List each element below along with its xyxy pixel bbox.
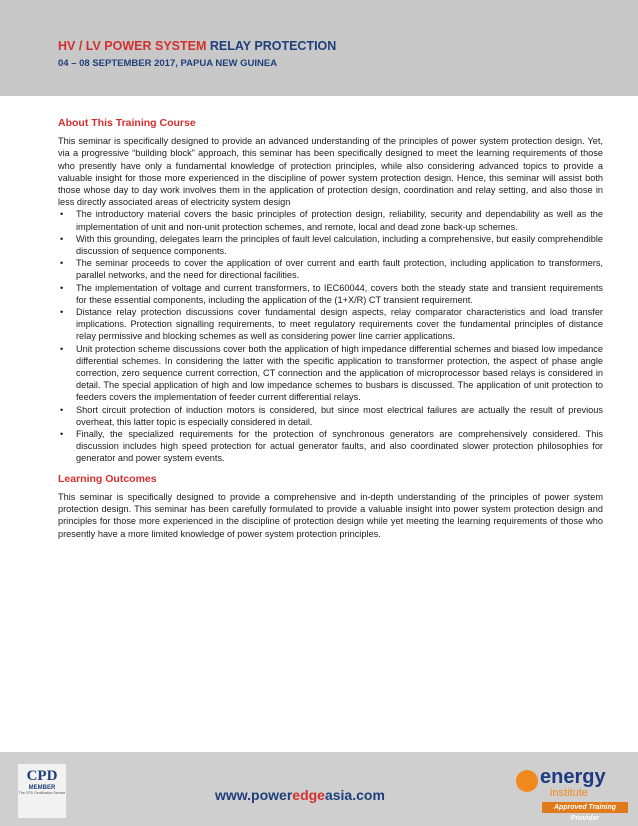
website-prefix: www.power	[215, 787, 293, 803]
course-title	[58, 39, 336, 53]
energy-institute-name: energy	[540, 766, 606, 788]
bullet-text: The seminar proceeds to cover the application of over current and earth fault protection, including application to transformers, parallel networks, and the need for directional facilities.	[76, 258, 603, 281]
bullet-text: The implementation of voltage and current transformers, to IEC60044, covers both the steady state and transient requirements for these essential components, including the application of the (1+X/R) CT transient requirement.	[76, 282, 603, 305]
approved-training-provider-badge: Approved Training Provider	[542, 802, 628, 813]
main-content	[58, 117, 603, 540]
bullet-text: Distance relay protection discussions cover fundamental design aspects, relay comparator characteristics and load transfer implications. Protection signalling requirements, to meet regulatory requirements cover the fundamental principles of distance relay permissive and blocking schemes as well as considering power line carrier applications.	[76, 307, 603, 342]
bullet-item	[58, 306, 603, 343]
bullet-item	[58, 282, 603, 306]
about-intro: This seminar is specifically designed to provide an advanced understanding of the principles of power system protection design. Yet, via a progressive “building block” approach, this seminar has been specifically designed to meet the learning requirements of those who presently have only a fundamental knowledge of protection principles, while also considering advanced topics to provide a valuable insight for those more experienced in the discipline of power system protection design. Hence, this seminar will assist both those whose day to day work involves them in the application of protection design, coordination and relay setting, and also those in less directly associated areas of electricity system design	[58, 136, 603, 208]
energy-institute-sub: institute	[550, 787, 588, 799]
website-highlight: edge	[292, 787, 325, 803]
bullet-text: Short circuit protection of induction motors is considered, but since most electrical failures are actually the result of previous overheat, this latter topic is especially considered in detail.	[76, 404, 603, 427]
bullet-text: Unit protection scheme discussions cover both the application of high impedance differential schemes and biased low impedance differential schemes. In considering the latter with the specific application to transformer protection, the aspect of phase angle correction, zero sequence current correction, CT connection and the application of microprocessor based relays is considered in detail. The special application of high and low impedance schemes to busbars is discussed. The application of unit protection to feeders covers the implementation of feeder current differential relays.	[76, 343, 603, 403]
learning-outcomes-heading: Learning Outcomes	[58, 472, 157, 485]
website-link[interactable]	[215, 787, 385, 803]
bullet-marker: •	[60, 429, 64, 440]
learning-outcomes-text: This seminar is specifically designed to provide a comprehensive and in-depth understanding of the principles of power system protection design. This seminar has been carefully formulated to provide a valuable insight into power system protection design and principles for those more experienced in the discipline of protection design while yet meeting the learning requirements of those who presently have a more limited knowledge of power system protection principles.	[58, 491, 603, 539]
bullet-item	[58, 428, 603, 465]
about-bullet-list	[58, 208, 603, 464]
bullet-text: Finally, the specialized requirements for the protection of synchronous generators are comprehensively considered. This discussion includes high speed protection for actual generator faults, and also coordinated slower protection philosophies for generator and power system events.	[76, 429, 603, 464]
bullet-item	[58, 233, 603, 257]
energy-institute-logo	[512, 764, 628, 820]
bullet-marker: •	[60, 307, 64, 318]
website-suffix: asia.com	[324, 787, 385, 803]
cpd-member-logo	[18, 764, 66, 818]
bullet-marker: •	[60, 209, 64, 220]
bullet-text: The introductory material covers the basic principles of protection design, reliability, security and dependability as well as the implementation of unit and non-unit protection schemes, and remote, local and dead zone back-up schemes.	[76, 209, 603, 232]
bullet-item	[58, 208, 603, 232]
bullet-marker: •	[60, 282, 64, 293]
bullet-marker: •	[60, 233, 64, 244]
bullet-item	[58, 257, 603, 281]
bullet-marker: •	[60, 343, 64, 354]
course-title-rest: RELAY PROTECTION	[209, 39, 337, 53]
course-title-highlight: HV / LV POWER SYSTEM	[58, 39, 207, 53]
energy-institute-emblem-icon	[516, 770, 538, 792]
page-header	[0, 0, 638, 96]
cpd-logo-mark: CPD	[26, 768, 58, 784]
course-date-location: 04 – 08 SEPTEMBER 2017, PAPUA NEW GUINEA	[58, 58, 278, 69]
bullet-marker: •	[60, 258, 64, 269]
bullet-item	[58, 343, 603, 404]
bullet-item	[58, 404, 603, 428]
bullet-text: With this grounding, delegates learn the principles of fault level calculation, including a comprehensive, but easily comprehendible discussion of sequence components.	[76, 233, 603, 257]
cpd-member-label: MEMBER	[28, 785, 56, 791]
about-heading: About This Training Course	[58, 117, 196, 129]
bullet-marker: •	[60, 404, 64, 415]
cpd-service-label: The CPD Certification Service	[18, 791, 66, 795]
